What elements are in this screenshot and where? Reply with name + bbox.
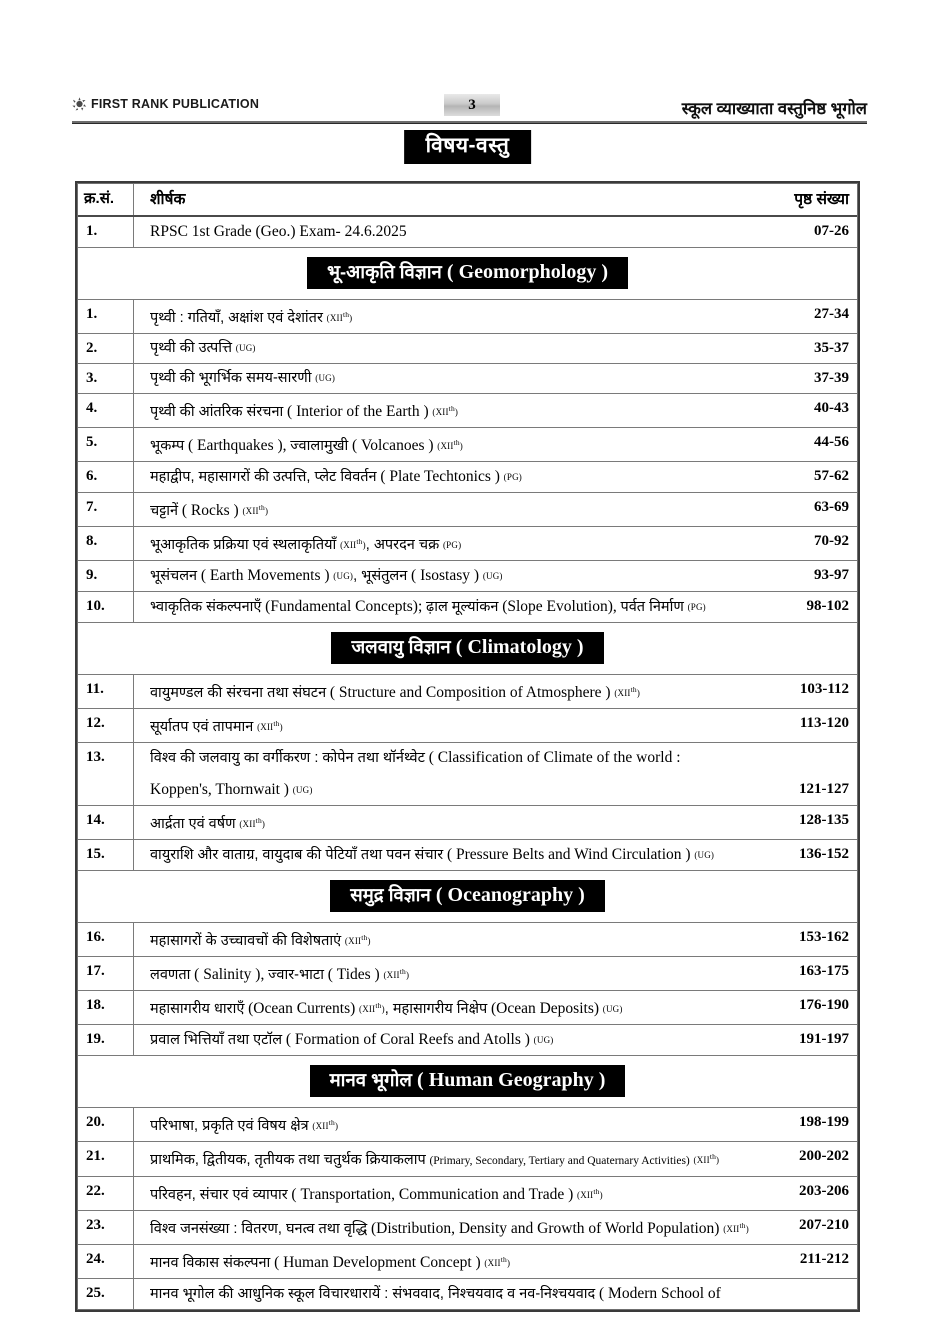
toc-header-row [78, 184, 857, 217]
row-title: भ्वाकृतिक संकल्पनाएँ (Fundamental Concepts); ढ़ाल मूल्यांकन (Slope Evolution), पर्वत निर्माण (PG) [150, 598, 706, 615]
row-body [134, 561, 857, 591]
row-serial-number: 4. [78, 394, 134, 427]
row-page-range: 200-202 [799, 1148, 849, 1164]
row-body [134, 300, 857, 333]
table-row[interactable] [78, 561, 857, 592]
table-row[interactable] [78, 394, 857, 428]
row-title: आर्द्रता एवं वर्षण (XIIth) [150, 816, 266, 832]
table-row[interactable] [78, 957, 857, 991]
toc-inner-frame [77, 183, 858, 1310]
publication-emblem-icon [72, 97, 87, 111]
row-title: पृथ्वी : गतियाँ, अक्षांश एवं देशांतर (XIIth) [150, 310, 353, 326]
row-body [134, 462, 857, 492]
row-page-range: 207-210 [799, 1217, 849, 1233]
row-title: भूसंचलन ( Earth Movements ) (UG), भूसंतुलन ( Isostasy ) (UG) [150, 567, 503, 584]
table-row[interactable] [78, 493, 857, 527]
row-serial-number: 18. [78, 991, 134, 1024]
row-serial-number: 3. [78, 364, 134, 393]
table-row[interactable] [78, 806, 857, 840]
row-serial-number: 7. [78, 493, 134, 526]
row-body [134, 991, 857, 1024]
row-page-range: 63-69 [814, 499, 849, 515]
row-title: RPSC 1st Grade (Geo.) Exam- 24.6.2025 [150, 223, 407, 240]
row-body [134, 1279, 857, 1309]
row-title: प्रवाल भित्तियाँ तथा एटॉल ( Formation of Coral Reefs and Atolls ) (UG) [150, 1031, 554, 1048]
row-title: विश्व जनसंख्या : वितरण, घनत्व तथा वृद्धि (Distribution, Density and Growth of World Population) (XIIth) [150, 1220, 749, 1237]
row-serial-number: 20. [78, 1108, 134, 1141]
table-row[interactable] [78, 527, 857, 561]
row-title: भूकम्प ( Earthquakes ), ज्वालामुखी ( Volcanoes ) (XIIth) [150, 437, 463, 454]
toc-section-banner-row [78, 248, 857, 300]
toc-rows [78, 217, 857, 1309]
row-body [134, 1211, 857, 1244]
row-page-range: 121-127 [799, 781, 849, 797]
row-title: मानव विकास संकल्पना ( Human Development Concept ) (XIIth) [150, 1254, 511, 1271]
row-title: परिभाषा, प्रकृति एवं विषय क्षेत्र (XIIth) [150, 1118, 339, 1134]
row-body [134, 1177, 857, 1210]
table-row[interactable] [78, 592, 857, 623]
row-title: पृथ्वी की उत्पत्ति (UG) [150, 340, 256, 356]
row-title-line-2: Koppen's, Thornwait ) (UG) [150, 781, 313, 798]
row-body [134, 675, 857, 708]
column-header-serial: क्र.सं. [78, 184, 134, 215]
row-serial-number: 9. [78, 561, 134, 591]
row-page-range: 103-112 [799, 681, 849, 697]
row-title: महासागरीय धाराएँ (Ocean Currents) (XIIth), महासागरीय निक्षेप (Ocean Deposits) (UG) [150, 1000, 623, 1017]
row-page-range: 98-102 [806, 598, 849, 614]
table-row[interactable] [78, 675, 857, 709]
page-number: 3 [468, 96, 476, 113]
row-body [134, 334, 857, 363]
row-serial-number: 23. [78, 1211, 134, 1244]
table-row[interactable] [78, 428, 857, 462]
publisher-brand [72, 97, 259, 111]
row-serial-number: 6. [78, 462, 134, 492]
page-title: विषय-वस्तु [404, 130, 532, 164]
row-body [134, 428, 857, 461]
row-serial-number: 24. [78, 1245, 134, 1278]
row-title: सूर्यातप एवं तापमान (XIIth) [150, 719, 283, 735]
table-row[interactable] [78, 709, 857, 743]
row-page-range: 153-162 [799, 929, 849, 945]
section-banner: समुद्र विज्ञान ( Oceanography ) [330, 880, 605, 912]
row-page-range: 37-39 [814, 370, 849, 386]
row-page-range: 93-97 [814, 567, 849, 583]
row-page-range: 40-43 [814, 400, 849, 416]
table-row[interactable] [78, 743, 857, 806]
toc-section-banner-row [78, 871, 857, 923]
row-serial-number: 13. [78, 743, 134, 805]
table-row[interactable] [78, 300, 857, 334]
table-row[interactable] [78, 1211, 857, 1245]
row-body [134, 806, 857, 839]
row-title-line-1: विश्व की जलवायु का वर्गीकरण : कोपेन तथा थॉर्नथ्वेट ( Classification of Climate of the world : [150, 749, 681, 766]
table-row[interactable] [78, 1025, 857, 1056]
row-body [134, 1245, 857, 1278]
table-row[interactable] [78, 1279, 857, 1309]
row-body [134, 394, 857, 427]
row-page-range: 128-135 [799, 812, 849, 828]
table-row[interactable] [78, 991, 857, 1025]
table-row[interactable] [78, 334, 857, 364]
row-body [134, 527, 857, 560]
row-page-range: 35-37 [814, 340, 849, 356]
table-row[interactable] [78, 217, 857, 248]
row-body [134, 592, 857, 622]
row-body [134, 1142, 857, 1176]
column-header-pages: पृष्ठ संख्या [794, 191, 849, 208]
running-header [72, 96, 867, 122]
row-title: भूआकृतिक प्रक्रिया एवं स्थलाकृतियाँ (XIIth), अपरदन चक्र (PG) [150, 537, 462, 553]
table-row[interactable] [78, 923, 857, 957]
table-of-contents [75, 181, 860, 1312]
row-body [134, 957, 857, 990]
row-serial-number: 1. [78, 217, 134, 247]
book-title-header: स्कूल व्याख्याता वस्तुनिष्ठ भूगोल [681, 100, 867, 118]
row-page-range: 136-152 [799, 846, 849, 862]
row-page-range: 211-212 [799, 1251, 849, 1267]
row-title: मानव भूगोल की आधुनिक स्कूल विचारधारायें : संभववाद, निश्चयवाद व नव-निश्चयवाद ( Modern School of [150, 1285, 721, 1302]
row-title: वायुराशि और वाताग्र, वायुदाब की पेटियाँ तथा पवन संचार ( Pressure Belts and Wind Circulation ) (UG) [150, 846, 715, 863]
row-body [134, 743, 857, 805]
table-row[interactable] [78, 364, 857, 394]
row-page-range: 176-190 [799, 997, 849, 1013]
row-serial-number: 16. [78, 923, 134, 956]
row-body [134, 217, 857, 247]
row-serial-number: 25. [78, 1279, 134, 1309]
row-page-range: 07-26 [814, 223, 849, 239]
toc-section-banner-row [78, 623, 857, 675]
row-serial-number: 12. [78, 709, 134, 742]
header-divider-rule [72, 121, 867, 124]
row-title: पृथ्वी की आंतरिक संरचना ( Interior of the Earth ) (XIIth) [150, 403, 459, 420]
row-page-range: 57-62 [814, 468, 849, 484]
row-page-range: 203-206 [799, 1183, 849, 1199]
row-title: परिवहन, संचार एवं व्यापार ( Transportation, Communication and Trade ) (XIIth) [150, 1186, 603, 1203]
row-title: प्राथमिक, द्वितीयक, तृतीयक तथा चतुर्थक क्रियाकलाप (Primary, Secondary, Tertiary and Quaternary Activities) (XIIth) [150, 1152, 720, 1168]
row-body [134, 1108, 857, 1141]
row-serial-number: 5. [78, 428, 134, 461]
row-serial-number: 1. [78, 300, 134, 333]
publisher-name: FIRST RANK PUBLICATION [91, 97, 260, 111]
table-row[interactable] [78, 840, 857, 871]
row-serial-number: 19. [78, 1025, 134, 1055]
toc-section-banner-row [78, 1056, 857, 1108]
row-serial-number: 8. [78, 527, 134, 560]
row-title: लवणता ( Salinity ), ज्वार-भाटा ( Tides ) (XIIth) [150, 966, 410, 983]
table-row[interactable] [78, 1177, 857, 1211]
row-serial-number: 22. [78, 1177, 134, 1210]
row-serial-number: 17. [78, 957, 134, 990]
row-title: चट्टानें ( Rocks ) (XIIth) [150, 502, 269, 519]
row-page-range: 113-120 [799, 715, 849, 731]
row-page-range: 27-34 [814, 306, 849, 322]
row-title: वायुमण्डल की संरचना तथा संघटन ( Structure and Composition of Atmosphere ) (XIIth) [150, 684, 641, 701]
row-body [134, 493, 857, 526]
row-title: महाद्वीप, महासागरों की उत्पत्ति, प्लेट विवर्तन ( Plate Techtonics ) (PG) [150, 468, 522, 485]
row-serial-number: 11. [78, 675, 134, 708]
row-serial-number: 15. [78, 840, 134, 870]
row-serial-number: 21. [78, 1142, 134, 1176]
row-body [134, 923, 857, 956]
section-banner: जलवायु विज्ञान ( Climatology ) [331, 632, 603, 664]
row-page-range: 70-92 [814, 533, 849, 549]
row-page-range: 198-199 [799, 1114, 849, 1130]
column-header-title: शीर्षक [150, 191, 186, 208]
row-page-range: 191-197 [799, 1031, 849, 1047]
row-serial-number: 2. [78, 334, 134, 363]
section-banner: भू-आकृति विज्ञान ( Geomorphology ) [307, 257, 628, 289]
table-row[interactable] [78, 462, 857, 493]
section-banner: मानव भूगोल ( Human Geography ) [310, 1065, 626, 1097]
row-body [134, 840, 857, 870]
row-body [134, 1025, 857, 1055]
row-title: पृथ्वी की भूगर्भिक समय-सारणी (UG) [150, 370, 336, 386]
row-page-range: 44-56 [814, 434, 849, 450]
page-number-box [444, 94, 500, 116]
row-page-range: 163-175 [799, 963, 849, 979]
row-body [134, 364, 857, 393]
table-row[interactable] [78, 1245, 857, 1279]
row-title: महासागरों के उच्चावचों की विशेषताएं (XIIth) [150, 933, 371, 949]
table-row[interactable] [78, 1108, 857, 1142]
row-serial-number: 10. [78, 592, 134, 622]
row-body [134, 709, 857, 742]
row-serial-number: 14. [78, 806, 134, 839]
table-row[interactable] [78, 1142, 857, 1177]
